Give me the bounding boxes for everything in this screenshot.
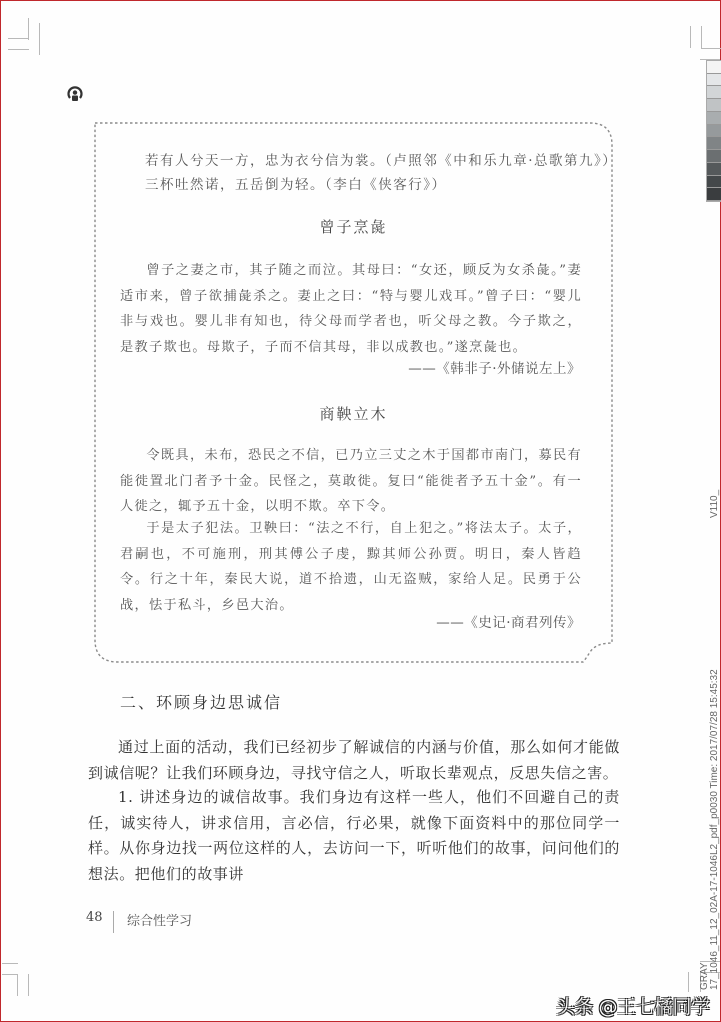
story-source: ——《史记·商君列传》 <box>436 615 581 631</box>
story-source: ——《韩非子·外储说左上》 <box>408 361 581 377</box>
running-title: 综合性学习 <box>127 914 193 929</box>
story-text: 曾子之妻之市，其子随之而泣。其母曰：“女还，顾反为女杀彘。”妻适市来，曾子欲捕彘杀之。妻止之曰：“特与婴儿戏耳。”曾子曰：“婴儿非与戏也。婴儿非有知也，待父母而学者也，听父母之教。今子欺之，是教子欺也。母欺子，子而不信其母，非以成教也。”遂烹彘也。 <box>120 263 582 355</box>
footer-divider <box>113 911 114 933</box>
story-title: 商鞅立木 <box>319 405 388 423</box>
story-paragraph: 令既具，未布，恐民之不信，已乃立三丈之木于国都市南门，募民有能徙置北门者予十金。民怪之，莫敢徙。复曰“能徙者予五十金”。有一人徙之，辄予五十金，以明不欺。卒下令。 <box>120 448 582 514</box>
print-job-line: 17_1046_11_12_02A-17-1046L2_pdf_p0030 Time: 2017/07/28 15:45:32 <box>709 669 720 990</box>
page-number: 48 <box>86 910 103 925</box>
story-paragraph: 于是太子犯法。卫鞅曰：“法之不行，自上犯之。”将法太子。太子，君嗣也，不可施刑，刑其傅公子虔，黥其师公孙贾。明日，秦人皆趋令。行之十年，秦民大说，道不拾遗，山无盗贼，家给人足。民勇于公战，怯于私斗，乡邑大治。 <box>120 521 582 613</box>
story-title: 曾子烹彘 <box>319 218 388 236</box>
section-heading: 二、环顾身边思诚信 <box>120 693 283 712</box>
quote-line: 三杯吐然诺，五岳倒为轻。（李白《侠客行》） <box>145 177 447 193</box>
body-paragraph: 1. 讲述身边的诚信故事。我们身边有这样一些人，他们不回避自己的责任，诚实待人，讲求信用，言必信，行必果，就像下面资料中的那位同学一样。从你身边找一两位这样的人，去访问一下，听听他们的故事，问问他们的想法。把他们的故事讲 <box>88 788 620 883</box>
color-mode-mark: GRAY <box>699 962 710 990</box>
quote-line: 若有人兮天一方，忠为衣兮信为裳。（卢照邻《中和乐九章·总歌第九》） <box>145 153 618 169</box>
watermark: 头条 @王七橘同学 <box>556 996 710 1018</box>
body-paragraph: 通过上面的活动，我们已经初步了解诚信的内涵与价值，那么如何才能做到诚信呢？让我们环顾身边，寻找守信之人，听取长辈观点，反思失信之害。 <box>88 738 620 782</box>
version-mark: V110_ <box>709 489 720 518</box>
